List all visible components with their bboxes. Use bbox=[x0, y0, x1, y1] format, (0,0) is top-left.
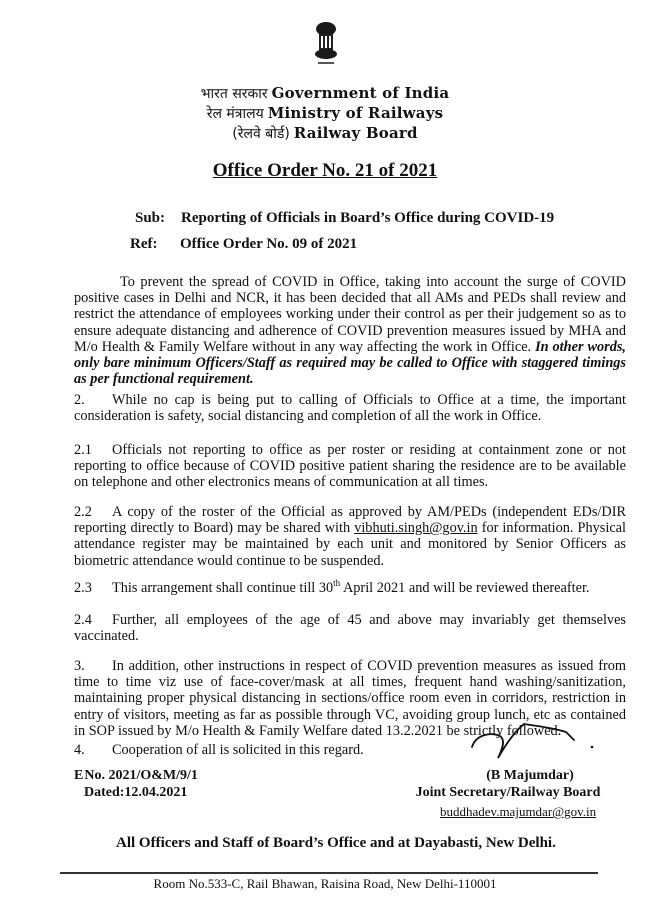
signatory-designation: Joint Secretary/Railway Board bbox=[415, 785, 601, 800]
paragraph-text: This arrangement shall continue till 30 bbox=[112, 580, 334, 596]
subject-text: Reporting of Officials in Board’s Office during COVID-19 bbox=[181, 210, 555, 226]
paragraph-text: Cooperation of all is solicited in this regard. bbox=[112, 742, 364, 758]
reference bbox=[130, 236, 357, 253]
header-ministry bbox=[0, 104, 650, 123]
header-english: Railway Board bbox=[293, 124, 418, 142]
order-title: Office Order No. 21 of 2021 bbox=[212, 160, 438, 181]
paragraph-number: 4. bbox=[74, 742, 85, 758]
paragraph-text: April 2021 and will be reviewed thereafter. bbox=[340, 580, 590, 596]
paragraph-text: for information. Physical attendance register may be maintained by each unit and monitored by Senior Officers as biometric attendance would continue to be suspended. bbox=[74, 520, 626, 569]
paragraph-2 bbox=[74, 392, 626, 424]
handwritten-mark: E bbox=[74, 768, 84, 783]
footer-divider bbox=[60, 872, 598, 874]
file-date: Dated:12.04.2021 bbox=[84, 785, 188, 800]
subject-label: Sub: bbox=[135, 210, 166, 226]
recipients: All Officers and Staff of Board’s Office and at Dayabasti, New Delhi. bbox=[116, 835, 556, 851]
paragraph-text: Further, all employees of the age of 45 and above may invariably get themselves vaccinated. bbox=[74, 612, 626, 645]
header-hindi: (रेलवे बोर्ड) bbox=[232, 126, 290, 142]
paragraph-text: In addition, other instructions in respect of COVID prevention measures as issued from time to time viz use of face-cover/mask at all times, frequent hand washing/sanitization, maintaining proper physical distancing in sections/office room even in corridors, restriction in entry of visitors, meeting as far as possible through VC, avoiding group lunch, etc as contained in SOP issued by M/o Health & Family Welfare dated 13.2.2021 be strictly followed. bbox=[74, 658, 626, 739]
paragraph-2-4 bbox=[74, 612, 626, 644]
paragraph-number: 2.4 bbox=[74, 612, 92, 628]
paragraph-text: A copy of the roster of the Official as approved by AM/PEDs (independent EDs/DIR reporting directly to Board) may be shared with bbox=[74, 504, 626, 537]
header-board bbox=[0, 124, 650, 143]
paragraph-number: 2.2 bbox=[74, 504, 92, 520]
signature bbox=[462, 722, 632, 767]
email-link-vibhuti[interactable]: vibhuti.singh@gov.in bbox=[354, 520, 478, 537]
reference-label: Ref: bbox=[130, 236, 158, 252]
signatory-email-link[interactable]: buddhadev.majumdar@gov.in bbox=[440, 804, 597, 819]
paragraph-number: 2.3 bbox=[74, 580, 92, 596]
footer-address: Room No.533-C, Rail Bhawan, Raisina Road, New Delhi-110001 bbox=[153, 876, 497, 891]
paragraph-number: 2.1 bbox=[74, 442, 92, 458]
paragraph-text: Officials not reporting to office as per roster or residing at containment zone or not reporting to office because of COVID positive patient sharing the residence are to be available on telephone and other electronics means of communication at all times. bbox=[74, 442, 626, 491]
header-hindi: रेल मंत्रालय bbox=[206, 106, 264, 122]
header-english: Ministry of Railways bbox=[267, 104, 444, 122]
header-english: Government of India bbox=[271, 84, 450, 102]
paragraph-2-1 bbox=[74, 442, 626, 491]
paragraph-2-2 bbox=[74, 504, 626, 569]
national-emblem-icon bbox=[311, 20, 341, 70]
paragraph-number: 3. bbox=[74, 658, 85, 674]
reference-text: Office Order No. 09 of 2021 bbox=[180, 236, 358, 252]
header-hindi: भारत सरकार bbox=[200, 86, 268, 102]
paragraph-2-3 bbox=[74, 580, 626, 596]
signatory-name: (B Majumdar) bbox=[486, 768, 574, 783]
subject bbox=[135, 210, 554, 227]
signatory-block bbox=[388, 767, 628, 801]
paragraph-text: While no cap is being put to calling of Officials to Office at a time, the important consideration is safety, social distancing and completion of all the work in Office. bbox=[74, 392, 626, 425]
superscript: th bbox=[333, 578, 341, 589]
paragraph-text: To prevent the spread of COVID in Office, taking into account the surge of COVID positive cases in Delhi and NCR, it has been decided that all AMs and PEDs shall review and restrict the attendance of employees working under their control as per their judgement so as to ensure adequate distancing and adherence of COVID prevention measures issued by MHA and M/o Health & Family Welfare without in any way affecting the work in Office. bbox=[74, 274, 626, 355]
paragraph-emphasis: In other words, only bare minimum Officers/Staff as required may be called to Office with staggered timings as per functional requirement. bbox=[74, 338, 626, 388]
file-number: No. 2021/O&M/9/1 bbox=[84, 768, 198, 783]
paragraph-number: 2. bbox=[74, 392, 85, 408]
file-number-block bbox=[74, 767, 198, 801]
header-government bbox=[0, 84, 650, 103]
paragraph-1 bbox=[74, 274, 626, 387]
